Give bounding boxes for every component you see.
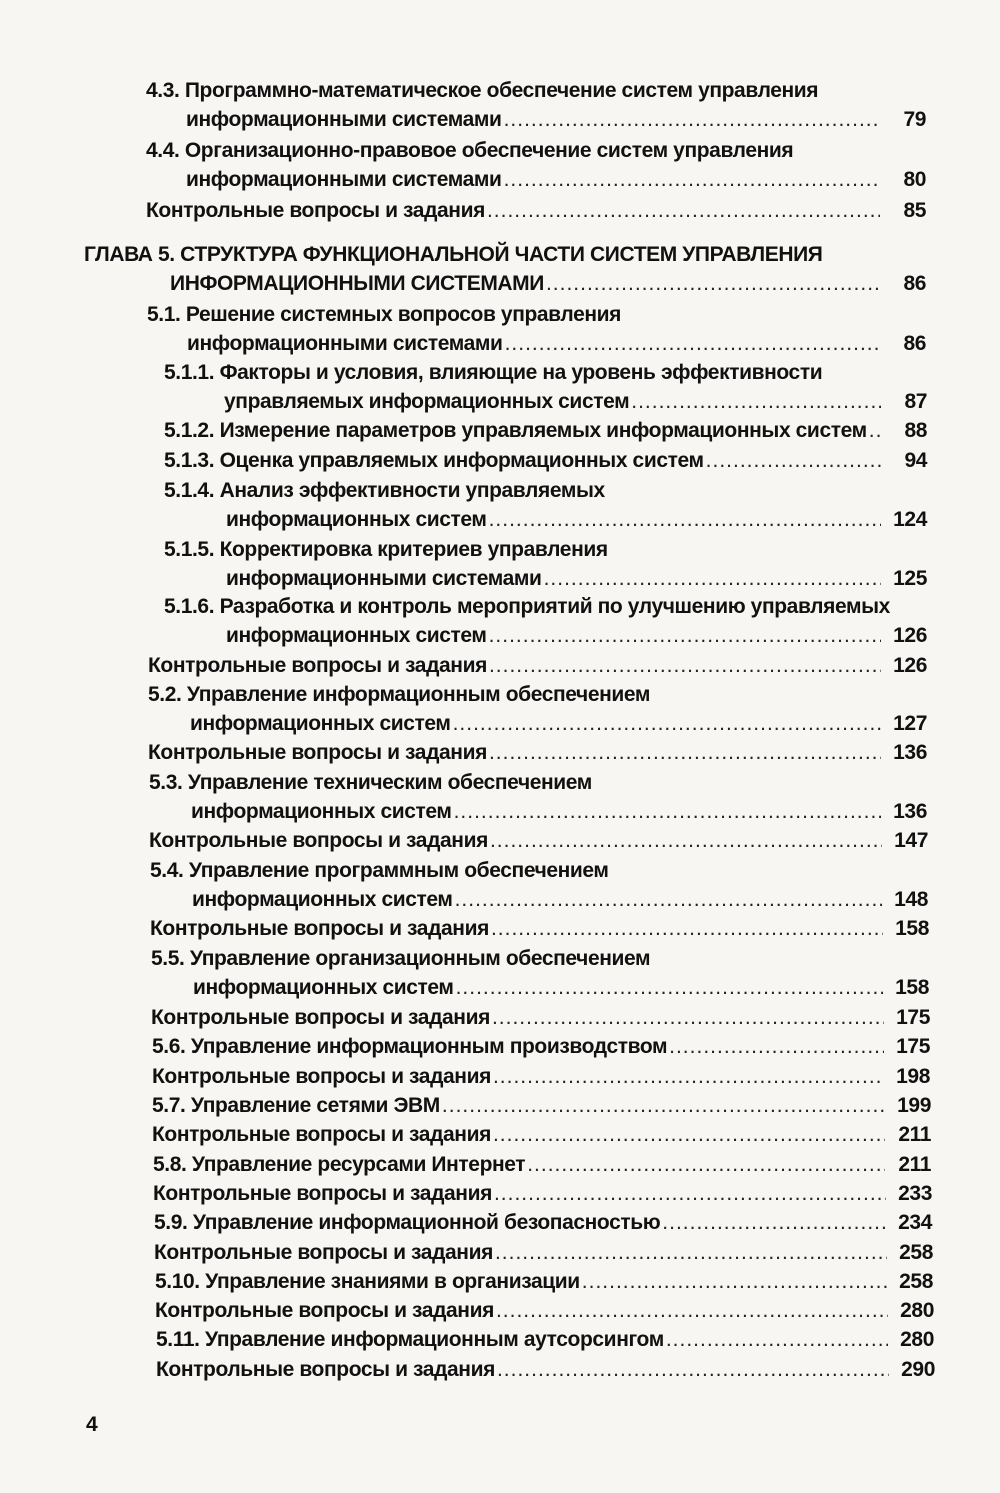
dot-leader [489, 651, 881, 680]
toc-page-number: 175 [896, 1035, 930, 1058]
toc-title-line: информационных систем [192, 888, 453, 911]
dot-leader [869, 416, 881, 445]
dot-leader [493, 1062, 884, 1091]
toc-entry [151, 944, 929, 1002]
toc-title-line: 5.6. Управление информационным производством [152, 1035, 668, 1058]
toc-page-number: 199 [897, 1094, 931, 1117]
toc-title-line: Контрольные вопросы и задания [151, 1006, 490, 1029]
toc-title-line: управляемых информационных систем [224, 390, 630, 413]
toc-title-line: ГЛАВА 5. СТРУКТУРА ФУНКЦИОНАЛЬНОЙ ЧАСТИ СИСТЕМ УПРАВЛЕНИЯ [84, 243, 823, 266]
toc-page-number: 147 [894, 829, 928, 852]
toc-chapter-heading [84, 240, 926, 298]
toc-page-number: 88 [904, 419, 927, 442]
toc-title-line: информационных систем [226, 508, 487, 531]
toc-title-line: Контрольные вопросы и задания [154, 1241, 493, 1264]
toc-entry [164, 535, 927, 593]
toc-title-line: 5.9. Управление информационной безопасностью [154, 1211, 661, 1234]
toc-title-line: Контрольные вопросы и задания [148, 741, 487, 764]
toc-entry [152, 1062, 930, 1091]
toc-page-number: 87 [904, 390, 927, 413]
dot-leader [493, 1120, 885, 1149]
toc-title-line: Контрольные вопросы и задания [152, 1065, 491, 1088]
toc-title-line: информационными системами [186, 168, 502, 191]
dot-leader [494, 1179, 886, 1208]
toc-title-line: 5.4. Управление программным обеспечением [150, 859, 609, 882]
toc-page-number: 148 [894, 888, 928, 911]
toc-title-line: 5.7. Управление сетями ЭВМ [152, 1094, 440, 1117]
toc-title-line: 5.1.3. Оценка управляемых информационных систем [164, 449, 704, 472]
toc-title-line: 5.1.6. Разработка и контроль мероприятий по улучшению управляемых [164, 595, 890, 618]
toc-entry [152, 1032, 930, 1061]
dot-leader [504, 105, 880, 134]
dot-leader [496, 1296, 888, 1325]
toc-title-line: 5.1.1. Факторы и условия, влияющие на уровень эффективности [164, 361, 823, 384]
dot-leader [505, 329, 880, 358]
toc-entry [146, 136, 926, 194]
toc-title-line: 5.1. Решение системных вопросов управления [147, 303, 622, 326]
dot-leader [504, 165, 880, 194]
toc-page-number: 233 [898, 1182, 932, 1205]
toc-page-number: 175 [896, 1006, 930, 1029]
toc-page-number: 85 [903, 199, 926, 222]
dot-leader [544, 564, 881, 593]
toc-entry [164, 358, 927, 416]
toc-page-number: 258 [899, 1270, 933, 1293]
toc-title-line: Контрольные вопросы и задания [155, 1299, 494, 1322]
toc-entry [146, 196, 926, 225]
toc-page-number: 136 [893, 741, 927, 764]
toc-title-line: Контрольные вопросы и задания [146, 199, 485, 222]
dot-leader [454, 797, 881, 826]
dot-leader [492, 1003, 884, 1032]
dot-leader [495, 1238, 887, 1267]
toc-entry [156, 1325, 934, 1354]
toc-entry [154, 1238, 933, 1267]
dot-leader [706, 446, 881, 475]
toc-title-line: 5.3. Управление техническим обеспечением [149, 771, 592, 794]
toc-page-number: 79 [903, 108, 926, 131]
toc-entry [151, 1003, 930, 1032]
toc-title-line: 5.10. Управление знаниями в организации [155, 1270, 580, 1293]
toc-entry [164, 592, 927, 650]
toc-title-line: информационными системами [226, 567, 542, 590]
toc-title-line: Контрольные вопросы и задания [150, 917, 489, 940]
toc-entry [164, 476, 927, 534]
toc-title-line: ИНФОРМАЦИОННЫМИ СИСТЕМАМИ [170, 272, 544, 295]
toc-title-line: Контрольные вопросы и задания [149, 829, 488, 852]
toc-page-number: 124 [893, 508, 927, 531]
toc-title-line: Контрольные вопросы и задания [148, 654, 487, 677]
toc-title-line: 5.2. Управление информационным обеспечением [148, 683, 651, 706]
toc-entry [155, 1267, 933, 1296]
toc-title-line: информационными системами [187, 332, 503, 355]
toc-entry [149, 826, 928, 855]
dot-leader [497, 1355, 889, 1384]
toc-title-line: 5.1.4. Анализ эффективности управляемых [164, 479, 605, 502]
dot-leader [487, 196, 880, 225]
toc-entry [150, 856, 928, 914]
toc-page-number: 158 [895, 917, 929, 940]
toc-page-number: 125 [893, 567, 927, 590]
toc-title-line: информационных систем [193, 976, 454, 999]
dot-leader [491, 914, 883, 943]
dot-leader [442, 1091, 885, 1120]
toc-page-number: 290 [901, 1358, 935, 1381]
toc-page-number: 126 [893, 654, 927, 677]
toc-page-number: 211 [898, 1153, 931, 1176]
toc-entry [152, 1091, 931, 1120]
dot-leader [453, 709, 881, 738]
toc-page-number: 158 [895, 976, 929, 999]
toc-title-line: Контрольные вопросы и задания [153, 1182, 492, 1205]
toc-entry [147, 300, 926, 358]
toc-page-number: 94 [904, 449, 927, 472]
toc-entry [150, 914, 929, 943]
dot-leader [527, 1150, 885, 1179]
dot-leader [455, 885, 882, 914]
toc-title-line: информационных систем [226, 624, 487, 647]
toc-page-number: 280 [900, 1299, 934, 1322]
dot-leader [546, 269, 880, 298]
toc-title-line: 5.8. Управление ресурсами Интернет [153, 1153, 526, 1176]
toc-page-number: 86 [903, 332, 926, 355]
toc-title-line: 5.5. Управление организационным обеспечением [151, 947, 651, 970]
dot-leader [669, 1032, 884, 1061]
dot-leader [489, 738, 881, 767]
dot-leader [456, 973, 883, 1002]
toc-title-line: информационных систем [190, 712, 451, 735]
toc-page-number: 80 [903, 168, 926, 191]
toc-entry [153, 1150, 931, 1179]
toc-page-number: 198 [896, 1065, 930, 1088]
toc-page-number: 211 [898, 1123, 931, 1146]
dot-leader [489, 505, 881, 534]
toc-entry [156, 1355, 935, 1384]
dot-leader [631, 387, 881, 416]
toc-page-number: 258 [899, 1241, 933, 1264]
dot-leader [666, 1325, 888, 1354]
toc-title-line: 5.11. Управление информационным аутсорсингом [156, 1328, 664, 1351]
toc-entry [164, 446, 927, 475]
toc-title-line: информационными системами [186, 108, 502, 131]
toc-entry [148, 651, 927, 680]
toc-entry [154, 1208, 932, 1237]
toc-page-number: 234 [898, 1211, 932, 1234]
toc-title-line: информационных систем [191, 800, 452, 823]
toc-entry [152, 1120, 931, 1149]
dot-leader [582, 1267, 887, 1296]
toc-page-number: 136 [893, 800, 927, 823]
toc-entry [164, 416, 927, 445]
page-number: 4 [86, 1413, 98, 1436]
toc-title-line: 4.4. Организационно-правовое обеспечение систем управления [146, 139, 794, 162]
toc-entry [148, 738, 927, 767]
toc-page-number: 280 [900, 1328, 934, 1351]
toc-title-line: 4.3. Программно-математическое обеспечение систем управления [146, 79, 819, 102]
toc-page-number: 126 [893, 624, 927, 647]
toc-title-line: Контрольные вопросы и задания [156, 1358, 495, 1381]
toc-page-number: 86 [903, 272, 926, 295]
toc-entry [149, 768, 927, 826]
toc-entry [153, 1179, 932, 1208]
toc-title-line: Контрольные вопросы и задания [152, 1123, 491, 1146]
dot-leader [662, 1208, 886, 1237]
dot-leader [490, 826, 882, 855]
dot-leader [489, 621, 881, 650]
toc-title-line: 5.1.2. Измерение параметров управляемых информационных систем [164, 419, 867, 442]
toc-title-line: 5.1.5. Корректировка критериев управления [164, 538, 608, 561]
toc-entry [146, 76, 926, 134]
toc-entry [148, 680, 927, 738]
toc-page-number: 127 [893, 712, 927, 735]
toc-entry [155, 1296, 934, 1325]
